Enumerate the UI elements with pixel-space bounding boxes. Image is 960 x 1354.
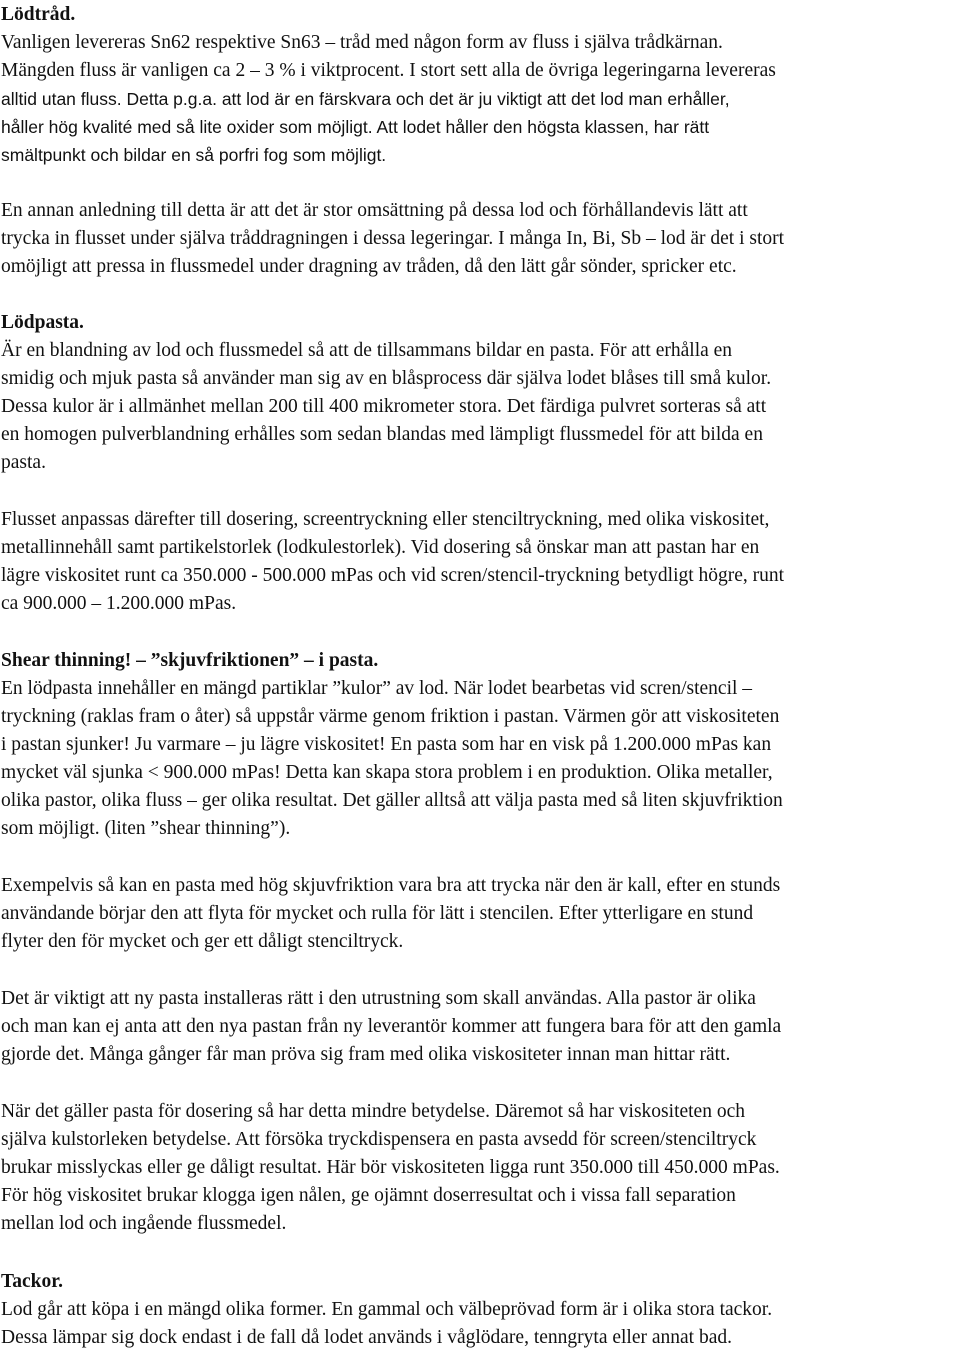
text-line: alltid utan fluss. Detta p.g.a. att lod är en färskvara och det är ju viktigt att det lod man erhåller, <box>1 89 730 109</box>
text-line: tryckning (raklas fram o åter) så uppstår värme genom friktion i pastan. Värmen gör att viskositeten <box>1 706 780 727</box>
text-line: Lod går att köpa i en mängd olika former. En gammal och välbeprövad form är i olika stora tackor. <box>1 1299 773 1320</box>
text-line: metallinnehåll samt partikelstorlek (lodkulestorlek). Vid dosering så önskar man att pastan har en <box>1 537 760 558</box>
text-line: Det är viktigt att ny pasta installeras rätt i den utrustning som skall användas. Alla pastor är olika <box>1 988 756 1009</box>
heading-lodtrad: Lödtråd. <box>1 4 76 25</box>
text-line: olika pastor, olika fluss – ger olika resultat. Det gäller alltså att välja pasta med så liten skjuvfriktion <box>1 790 783 811</box>
text-line: Vanligen levereras Sn62 respektive Sn63 – tråd med någon form av fluss i själva trådkärnan. <box>1 32 723 53</box>
text-line: ca 900.000 – 1.200.000 mPas. <box>1 593 237 614</box>
heading-tackor: Tackor. <box>1 1271 63 1292</box>
text-line: För hög viskositet brukar klogga igen nålen, ge ojämnt doserresultat och i vissa fall separation <box>1 1185 736 1206</box>
text-line: pasta. <box>1 452 46 473</box>
text-line: användande börjar den att flyta för mycket och rulla för lätt i stencilen. Efter ytterligare en stund <box>1 903 754 924</box>
text-line: i pastan sjunker! Ju varmare – ju lägre viskositet! En pasta som har en visk på 1.200.000 mPas kan <box>1 734 772 755</box>
text-line: mycket väl sjunka < 900.000 mPas! Detta kan skapa stora problem i en produktion. Olika metaller, <box>1 762 773 783</box>
text-line: Dessa lämpar sig dock endast i de fall då lodet används i våglödare, tenngryta eller annat bad. <box>1 1327 732 1348</box>
heading-lodpasta: Lödpasta. <box>1 312 84 333</box>
text-line: trycka in flusset under själva tråddragningen i dessa legeringar. I många In, Bi, Sb – lod är det i stort <box>1 228 785 249</box>
text-line: som möjligt. (liten ”shear thinning”). <box>1 818 291 839</box>
text-line: lägre viskositet runt ca 350.000 - 500.000 mPas och vid scren/stencil-tryckning betydligt högre, runt <box>1 565 785 586</box>
text-line: själva kulstorleken betydelse. Att försöka tryckdispensera en pasta avsedd för screen/stenciltryck <box>1 1129 757 1150</box>
text-line: smältpunkt och bildar en så porfri fog som möjligt. <box>1 145 387 165</box>
text-line: och man kan ej anta att den nya pastan från ny leverantör kommer att fungera bara för att den gamla <box>1 1016 782 1037</box>
text-line: omöjligt att pressa in flussmedel under dragning av tråden, då den lätt går sönder, spricker etc. <box>1 256 737 277</box>
text-line: Mängden fluss är vanligen ca 2 – 3 % i viktprocent. I stort sett alla de övriga legeringarna levereras <box>1 60 776 81</box>
text-line: Flusset anpassas därefter till dosering, screentryckning eller stenciltryckning, med olika viskositet, <box>1 509 770 530</box>
text-line: Dessa kulor är i allmänhet mellan 200 till 400 mikrometer stora. Det färdiga pulvret sorteras så att <box>1 396 767 417</box>
text-line: En lödpasta innehåller en mängd partiklar ”kulor” av lod. När lodet bearbetas vid scren/stencil – <box>1 678 753 699</box>
text-line: smidig och mjuk pasta så använder man sig av en blåsprocess där själva lodet blåses till små kulor. <box>1 368 772 389</box>
text-line: gjorde det. Många gånger får man pröva sig fram med olika viskositeter innan man hittar rätt. <box>1 1044 731 1065</box>
text-line: Är en blandning av lod och flussmedel så att de tillsammans bildar en pasta. För att erhålla en <box>1 340 733 361</box>
text-line: flyter den för mycket och ger ett dåligt stenciltryck. <box>1 931 404 952</box>
text-line: Exempelvis så kan en pasta med hög skjuvfriktion vara bra att trycka när den är kall, efter en stunds <box>1 875 781 896</box>
text-line: mellan lod och ingående flussmedel. <box>1 1213 287 1234</box>
text-line: håller hög kvalité med så lite oxider som möjligt. Att lodet håller den högsta klassen, har rätt <box>1 117 710 137</box>
text-line: en homogen pulverblandning erhålles som sedan blandas med lämpligt flussmedel för att bilda en <box>1 424 763 445</box>
text-line: När det gäller pasta för dosering så har detta mindre betydelse. Däremot så har viskositeten och <box>1 1101 745 1122</box>
heading-shear-thinning: Shear thinning! – ”skjuvfriktionen” – i pasta. <box>1 650 379 671</box>
text-line: En annan anledning till detta är att det är stor omsättning på dessa lod och förhållandevis lätt att <box>1 200 748 221</box>
text-line: brukar misslyckas eller ge dåligt resultat. Här bör viskositeten ligga runt 350.000 till 450.000 mPas. <box>1 1157 780 1178</box>
